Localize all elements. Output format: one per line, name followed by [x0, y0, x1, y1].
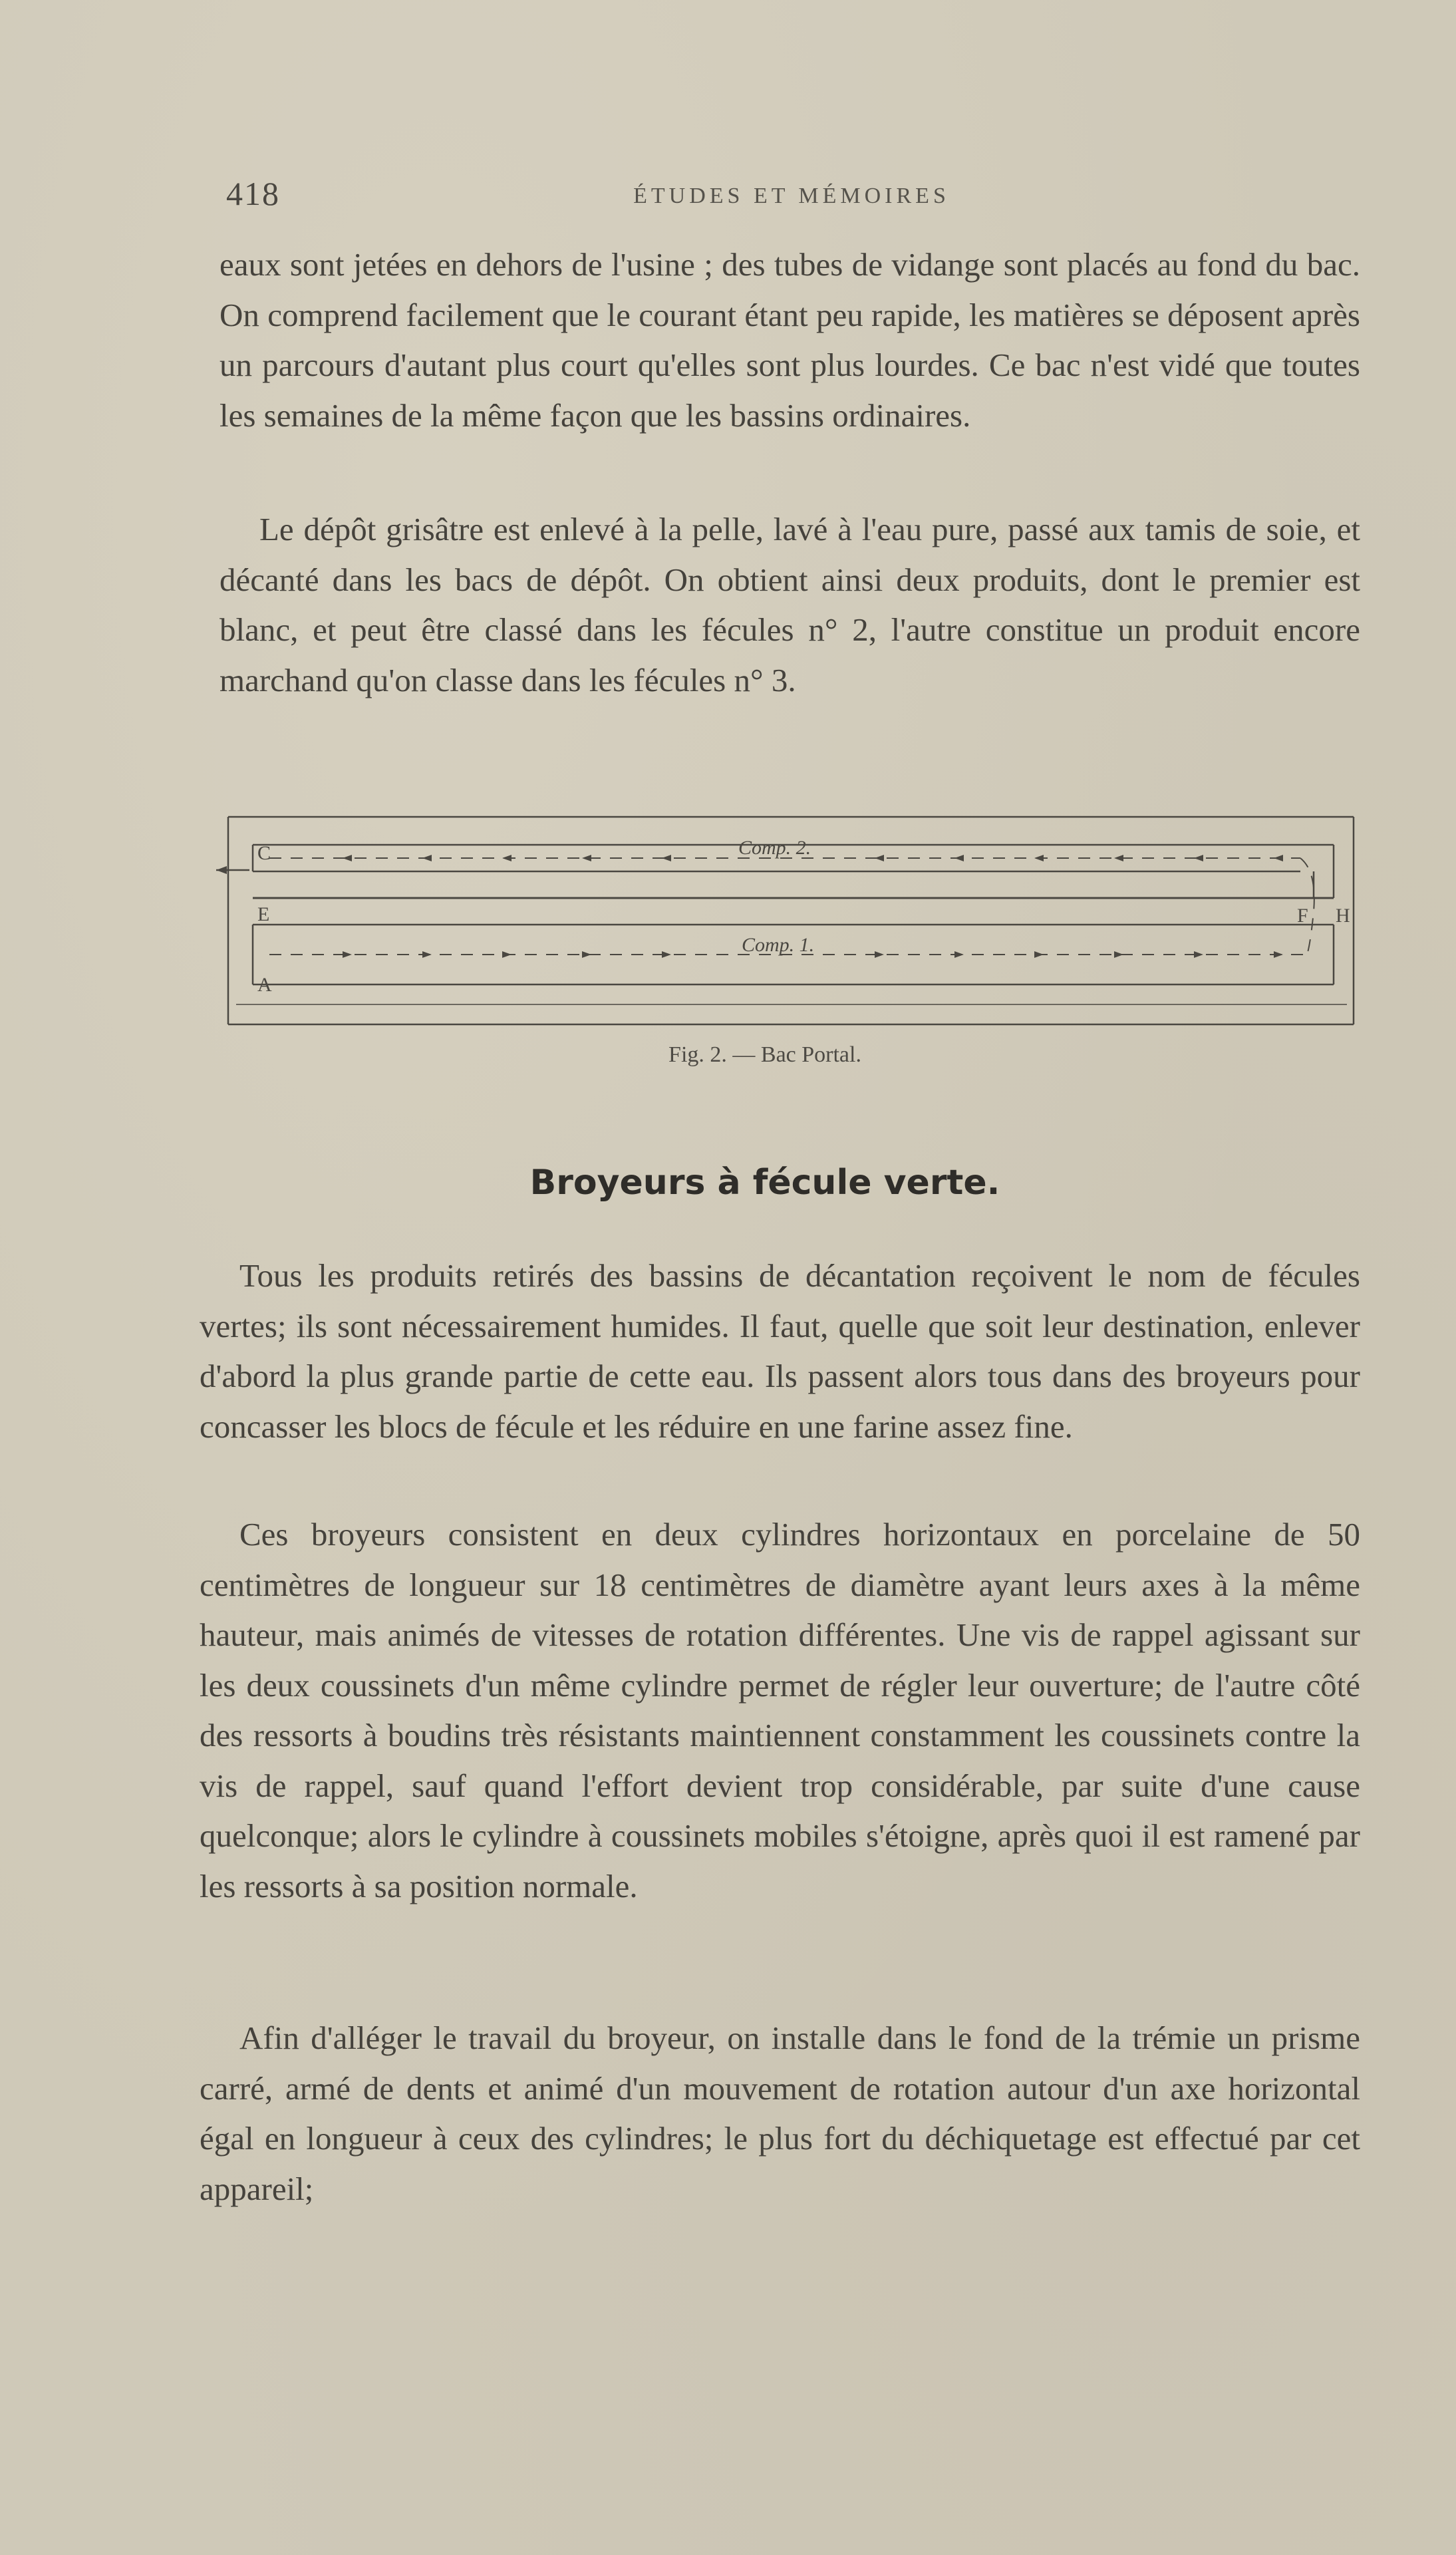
figure-caption: Fig. 2. — Bac Portal.: [668, 1042, 861, 1067]
paragraph-broyeurs: Ces broyeurs consistent en deux cylindres horizontaux en porcelaine de 50 centimètres de longueur sur 18 centimètres de diamètre ayant leurs axes à la même hauteur, mais animés de vitesses de rotation différentes. Une vis de rappel agissant sur les deux coussinets d'un même cylindre permet de régler leur ouverture; de l'autre côté des ressorts à boudins très résistants maintiennent constamment les coussinets contre la vis de rappel, sauf quand l'effort devient trop considérable, par suite d'une cause quelconque; alors le cylindre à coussinets mobiles s'étoigne, après quoi il est ramené par les ressorts à sa position normale.: [200, 1516, 1360, 1904]
label-a: A: [257, 974, 272, 996]
label-comp-2: Comp. 2.: [738, 837, 811, 859]
running-title: ÉTUDES ET MÉMOIRES: [633, 184, 950, 208]
section-heading: Broyeurs à fécule verte.: [529, 1163, 1000, 1203]
page-number: 418: [226, 175, 280, 212]
label-h: H: [1336, 905, 1350, 927]
paragraph-fecules-vertes: Tous les produits retirés des bassins de décantation reçoivent le nom de fécules vertes; ils sont nécessairement humides. Il faut, quelle que soit leur destination, enlever d'abord la plus grande partie de cette eau. Ils passent alors tous dans des broyeurs pour concasser les blocs de fécule et les réduire en une farine assez fine.: [200, 1257, 1360, 1445]
label-c: C: [257, 842, 271, 864]
running-head: [226, 174, 1357, 214]
label-e: E: [257, 903, 270, 925]
figure-bac-portal: [210, 805, 1360, 1044]
paragraph-depot: Le dépôt grisâtre est enlevé à la pelle, lavé à l'eau pure, passé aux tamis de soie, et décanté dans les bacs de dépôt. On obtient ainsi deux produits, dont le premier est blanc, et peut être classé dans les fécules n° 2, l'autre constitue un produit encore marchand qu'on classe dans les fécules n° 3.: [219, 511, 1360, 698]
label-f: F: [1297, 905, 1308, 927]
paragraph-continuation: eaux sont jetées en dehors de l'usine ; des tubes de vidange sont placés au fond du bac. On comprend facilement que le courant étant peu rapide, les matières se déposent après un parcours d'autant plus court qu'elles sont plus lourdes. Ce bac n'est vidé que toutes les semaines de la même façon que les bassins ordinaires.: [219, 246, 1360, 434]
label-comp-1: Comp. 1.: [742, 934, 815, 956]
paragraph-afin: Afin d'alléger le travail du broyeur, on installe dans le fond de la trémie un prisme carré, armé de dents et animé d'un mouvement de rotation autour d'un axe horizontal égal en longueur à ceux des cylindres; le plus fort du déchiquetage est effectué par cet appareil;: [200, 2020, 1360, 2207]
